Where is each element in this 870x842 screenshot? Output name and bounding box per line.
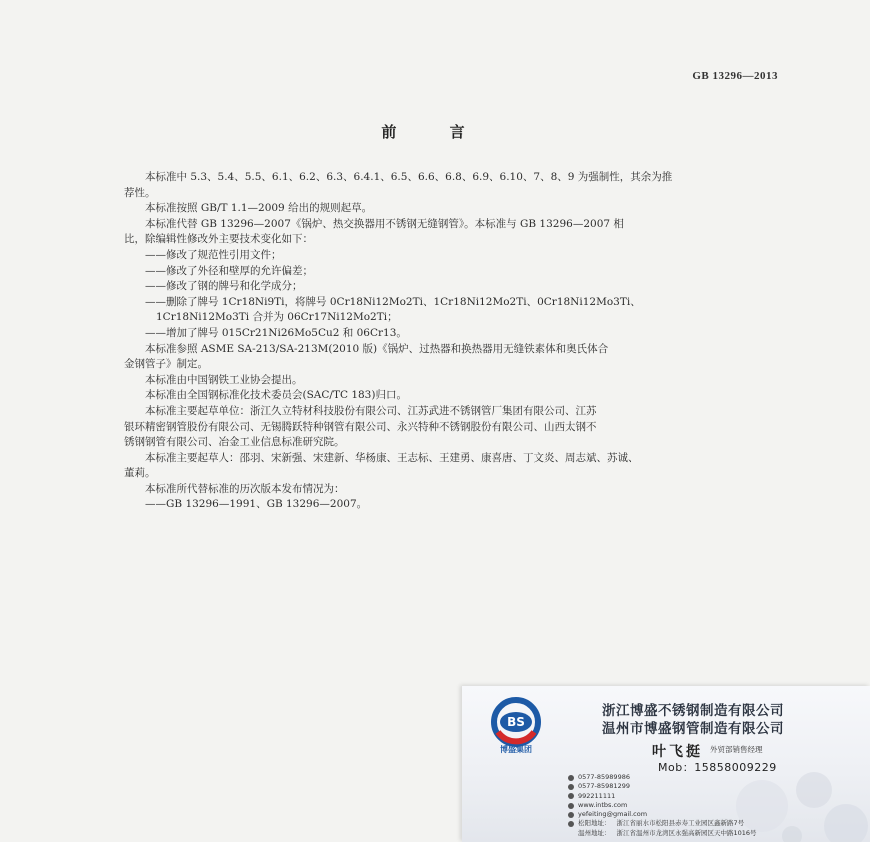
contact-value: 0577-85989986 [578, 773, 630, 781]
body-line: ——删除了牌号 1Cr18Ni9Ti，将牌号 0Cr18Ni12Mo2Ti、1Cr18Ni12Mo2Ti、0Cr18Ni12Mo3Ti、 [145, 295, 641, 308]
fax-icon [568, 784, 574, 790]
body-line: 本标准按照 GB/T 1.1—2009 给出的规则起草。 [145, 202, 373, 215]
company-name-1: 浙江博盛不锈钢制造有限公司 [602, 703, 784, 719]
body-line: 比，除编辑性修改外主要技术变化如下： [124, 233, 313, 246]
contact-row [568, 819, 757, 828]
person-role: 外贸部销售经理 [710, 745, 763, 754]
body-line: 本标准所代替标准的历次版本发布情况为： [145, 482, 345, 495]
company-name-2: 温州市博盛钢管制造有限公司 [602, 721, 784, 737]
body-line: 金钢管子》制定。 [124, 358, 208, 371]
address-label: 温州地址： [578, 828, 611, 837]
body-line: 本标准由中国钢铁工业协会提出。 [145, 373, 303, 386]
contact-row [568, 773, 757, 782]
body-line: 银环精密钢管股份有限公司、无锡腾跃特种钢管有限公司、永兴特种不锈钢股份有限公司、山西太钢不 [124, 420, 597, 433]
body-line: 本标准主要起草人：邵羽、宋新强、宋建新、华杨康、王志标、王建勇、康喜唐、丁文炎、周志斌、苏诚、 [145, 451, 639, 464]
contact-list [568, 773, 757, 838]
web-icon [568, 803, 574, 809]
body-line: ——修改了规范性引用文件； [145, 248, 282, 261]
body-line: ——修改了钢的牌号和化学成分； [145, 280, 303, 293]
body-line: 荐性。 [124, 186, 156, 199]
contact-row [568, 782, 757, 791]
body-line: 本标准参照 ASME SA-213/SA-213M(2010 版)《锅炉、过热器和换热器用无缝铁素体和奥氏体合 [145, 342, 609, 355]
body-line: ——修改了外径和壁厚的允许偏差； [145, 264, 313, 277]
contact-row [568, 792, 757, 801]
contact-value: www.intbs.com [578, 800, 628, 809]
standard-code: GB 13296—2013 [692, 70, 778, 82]
contact-value: yefeiting@gmail.com [578, 810, 648, 819]
body-line: ——GB 13296—1991、GB 13296—2007。 [145, 498, 368, 511]
address-value: 浙江省丽水市松阳县赤寿工业园区鑫新路7号 [616, 819, 745, 828]
group-name: 博盛集团 [500, 745, 532, 754]
business-card [462, 686, 870, 842]
body-line: 1Cr18Ni12Mo3Ti 合并为 06Cr17Ni12Mo2Ti； [156, 311, 398, 324]
address-label: 松阳地址： [578, 819, 611, 828]
contact-value: 0577-85981299 [578, 782, 630, 791]
foreword-body [124, 170, 786, 513]
contact-value: 992211111 [578, 791, 616, 800]
body-line: 本标准代替 GB 13296—2007《锅炉、热交换器用不锈钢无缝钢管》。本标准与 GB 13296—2007 相 [145, 217, 624, 230]
email-icon [568, 812, 574, 818]
mobile-number: Mob：15858009229 [658, 761, 777, 774]
page-title: 前 言 [381, 123, 489, 141]
body-line: 本标准由全国钢标准化技术委员会(SAC/TC 183)归口。 [145, 389, 407, 402]
qq-icon [568, 793, 574, 799]
body-line: ——增加了牌号 015Cr21Ni26Mo5Cu2 和 06Cr13。 [145, 326, 407, 339]
phone-icon [568, 775, 574, 781]
address-value: 浙江省温州市龙湾区永强高新园区天中路1016号 [616, 828, 757, 837]
location-icon [568, 821, 574, 827]
body-line: 锈钢钢管有限公司、冶金工业信息标准研究院。 [124, 436, 345, 449]
contact-row [568, 801, 757, 810]
body-line: 本标准主要起草单位：浙江久立特材科技股份有限公司、江苏武进不锈钢管厂集团有限公司、江苏 [145, 404, 597, 417]
contact-row [568, 829, 757, 838]
logo-letters: BS [507, 715, 525, 729]
body-line: 本标准中 5.3、5.4、5.5、6.1、6.2、6.3、6.4.1、6.5、6.6、6.8、6.9、6.10、7、8、9 为强制性，其余为推 [145, 171, 673, 183]
body-line: 董莉。 [124, 467, 156, 480]
person-name: 叶飞挺 [652, 744, 703, 760]
